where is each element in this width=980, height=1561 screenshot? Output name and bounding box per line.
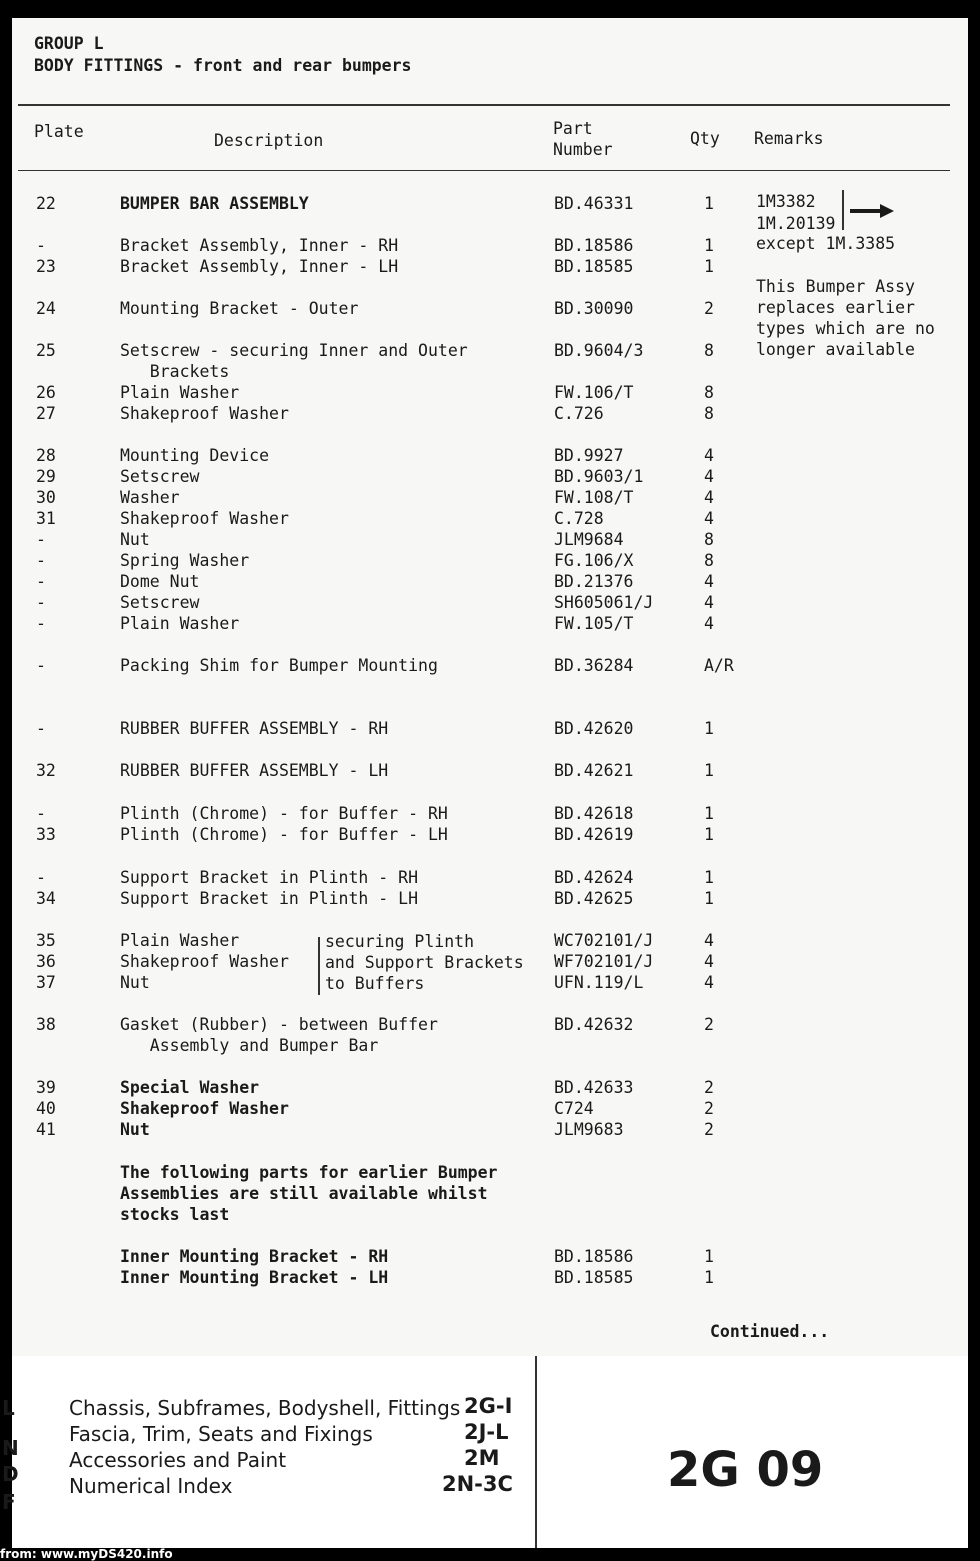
row-description: Assembly and Bumper Bar <box>120 1036 379 1055</box>
row-description: Plinth (Chrome) - for Buffer - RH <box>120 804 448 823</box>
row-description: Brackets <box>120 362 230 381</box>
row-qty: 1 <box>704 1247 714 1266</box>
row-plate: 34 <box>36 889 56 908</box>
row-qty: 2 <box>704 1099 714 1118</box>
row-description: RUBBER BUFFER ASSEMBLY - LH <box>120 761 389 780</box>
row-part-number: FW.105/T <box>554 614 634 633</box>
remark-serial-1: 1M3382 <box>756 192 816 211</box>
row-qty: 4 <box>704 467 714 486</box>
index-code-1: 2G-I <box>464 1394 513 1418</box>
row-description: Shakeproof Washer <box>120 1099 289 1118</box>
remark-note-1: This Bumper Assy <box>756 277 915 296</box>
row-plate: 32 <box>36 761 56 780</box>
brace-line <box>318 937 320 995</box>
row-part-number: C.726 <box>554 404 604 423</box>
row-qty: 2 <box>704 1015 714 1034</box>
col-part-line2: Number <box>553 140 613 159</box>
row-qty: 1 <box>704 868 714 887</box>
row-plate: - <box>36 719 46 738</box>
page-title: BODY FITTINGS - front and rear bumpers <box>34 56 412 75</box>
col-remarks: Remarks <box>754 129 824 148</box>
row-part-number: C724 <box>554 1099 594 1118</box>
row-description: Assemblies are still available whilst <box>120 1184 488 1203</box>
row-part-number: BD.18585 <box>554 257 634 276</box>
row-part-number: FG.106/X <box>554 551 634 570</box>
row-part-number: BD.9604/3 <box>554 341 644 360</box>
row-description: Inner Mounting Bracket - LH <box>120 1268 389 1287</box>
index-label-3: Accessories and Paint <box>69 1448 287 1472</box>
row-description: Gasket (Rubber) - between Buffer <box>120 1015 438 1034</box>
row-description: Setscrew <box>120 467 200 486</box>
row-plate: 23 <box>36 257 56 276</box>
footer-divider <box>535 1356 537 1548</box>
row-description: BUMPER BAR ASSEMBLY <box>120 194 309 213</box>
brace-note-line-2: and Support Brackets <box>325 953 524 972</box>
row-description: Setscrew - securing Inner and Outer <box>120 341 468 360</box>
row-qty: 8 <box>704 530 714 549</box>
row-description: Plain Washer <box>120 931 240 950</box>
row-description: Inner Mounting Bracket - RH <box>120 1247 389 1266</box>
row-part-number: BD.18586 <box>554 236 634 255</box>
row-part-number: BD.30090 <box>554 299 634 318</box>
row-part-number: BD.42621 <box>554 761 634 780</box>
col-plate: Plate <box>34 122 84 141</box>
row-part-number: BD.42618 <box>554 804 634 823</box>
row-description: Shakeproof Washer <box>120 404 289 423</box>
index-code-4: 2N-3C <box>442 1472 513 1496</box>
row-qty: 4 <box>704 593 714 612</box>
row-description: Washer <box>120 488 180 507</box>
row-part-number: BD.18586 <box>554 1247 634 1266</box>
row-plate: - <box>36 551 46 570</box>
group-label: GROUP L <box>34 34 104 53</box>
col-qty: Qty <box>690 129 720 148</box>
row-plate: 26 <box>36 383 56 402</box>
row-description: Plain Washer <box>120 614 240 633</box>
footer-index <box>2 1356 968 1548</box>
row-description: Dome Nut <box>120 572 200 591</box>
row-description: Nut <box>120 530 150 549</box>
row-description: The following parts for earlier Bumper <box>120 1163 498 1182</box>
row-plate: 41 <box>36 1120 56 1139</box>
source-credit: from: www.myDS420.info <box>0 1547 173 1561</box>
row-qty: 4 <box>704 572 714 591</box>
row-description: Nut <box>120 1120 150 1139</box>
row-qty: 8 <box>704 341 714 360</box>
row-description: Support Bracket in Plinth - RH <box>120 868 419 887</box>
row-part-number: FW.106/T <box>554 383 634 402</box>
row-part-number: BD.42633 <box>554 1078 634 1097</box>
row-description: Nut <box>120 973 150 992</box>
row-qty: 1 <box>704 825 714 844</box>
row-plate: - <box>36 656 46 675</box>
row-description: Bracket Assembly, Inner - RH <box>120 236 399 255</box>
remark-serial-2: 1M.20139 <box>756 214 836 233</box>
row-part-number: JLM9683 <box>554 1120 624 1139</box>
row-plate: - <box>36 593 46 612</box>
row-qty: 8 <box>704 404 714 423</box>
row-qty: 2 <box>704 1120 714 1139</box>
row-part-number: BD.46331 <box>554 194 634 213</box>
row-description: Shakeproof Washer <box>120 952 289 971</box>
row-qty: 4 <box>704 446 714 465</box>
row-part-number: C.728 <box>554 509 604 528</box>
row-plate: - <box>36 804 46 823</box>
row-part-number: BD.21376 <box>554 572 634 591</box>
row-part-number: UFN.119/L <box>554 973 644 992</box>
row-plate: - <box>36 530 46 549</box>
remark-bracket <box>842 190 844 230</box>
row-qty: 4 <box>704 952 714 971</box>
col-part-line1: Part <box>553 119 593 138</box>
remark-note-2: replaces earlier <box>756 298 915 317</box>
row-qty: 1 <box>704 719 714 738</box>
row-part-number: BD.42624 <box>554 868 634 887</box>
column-divider <box>18 170 950 171</box>
row-plate: 36 <box>36 952 56 971</box>
row-qty: 1 <box>704 194 714 213</box>
row-qty: 4 <box>704 973 714 992</box>
side-letter-4: F <box>2 1490 16 1514</box>
row-plate: - <box>36 614 46 633</box>
row-plate: 39 <box>36 1078 56 1097</box>
side-letter-3: D <box>2 1462 19 1486</box>
parts-list-page <box>2 18 968 1548</box>
row-description: Support Bracket in Plinth - LH <box>120 889 419 908</box>
row-part-number: BD.42619 <box>554 825 634 844</box>
remark-note-3: types which are no <box>756 319 935 338</box>
row-part-number: SH605061/J <box>554 593 654 612</box>
row-plate: 25 <box>36 341 56 360</box>
remark-note-4: longer available <box>756 340 915 359</box>
row-qty: 1 <box>704 236 714 255</box>
row-qty: 4 <box>704 931 714 950</box>
row-qty: 8 <box>704 551 714 570</box>
row-part-number: BD.9927 <box>554 446 624 465</box>
row-description: stocks last <box>120 1205 230 1224</box>
row-plate: - <box>36 868 46 887</box>
index-label-2: Fascia, Trim, Seats and Fixings <box>69 1422 373 1446</box>
index-label-4: Numerical Index <box>69 1474 233 1498</box>
brace-note-line-3: to Buffers <box>325 974 425 993</box>
side-letter-1: L <box>2 1396 15 1420</box>
row-qty: 4 <box>704 614 714 633</box>
row-plate: 38 <box>36 1015 56 1034</box>
remark-except: except 1M.3385 <box>756 234 896 253</box>
row-description: Plinth (Chrome) - for Buffer - LH <box>120 825 448 844</box>
row-qty: 8 <box>704 383 714 402</box>
row-part-number: BD.42632 <box>554 1015 634 1034</box>
row-part-number: WF702101/J <box>554 952 654 971</box>
row-qty: 1 <box>704 889 714 908</box>
row-description: Mounting Device <box>120 446 270 465</box>
row-part-number: BD.18585 <box>554 1268 634 1287</box>
row-plate: - <box>36 572 46 591</box>
row-plate: 22 <box>36 194 56 213</box>
row-plate: 24 <box>36 299 56 318</box>
row-plate: 28 <box>36 446 56 465</box>
continued-label: Continued... <box>710 1322 830 1341</box>
row-description: Bracket Assembly, Inner - LH <box>120 257 399 276</box>
row-qty: 2 <box>704 299 714 318</box>
row-description: Shakeproof Washer <box>120 509 289 528</box>
row-plate: 27 <box>36 404 56 423</box>
row-qty: 1 <box>704 804 714 823</box>
row-part-number: BD.36284 <box>554 656 634 675</box>
side-letter-2: N <box>2 1436 19 1460</box>
row-description: Setscrew <box>120 593 200 612</box>
index-code-3: 2M <box>464 1446 500 1470</box>
row-plate: 31 <box>36 509 56 528</box>
row-description: Packing Shim for Bumper Mounting <box>120 656 438 675</box>
row-plate: 37 <box>36 973 56 992</box>
row-plate: 35 <box>36 931 56 950</box>
row-qty: 4 <box>704 509 714 528</box>
brace-note-line-1: securing Plinth <box>325 932 475 951</box>
row-description: Special Washer <box>120 1078 260 1097</box>
row-description: RUBBER BUFFER ASSEMBLY - RH <box>120 719 389 738</box>
arrow-right-icon <box>850 202 894 220</box>
row-qty: 2 <box>704 1078 714 1097</box>
row-part-number: WC702101/J <box>554 931 654 950</box>
row-description: Mounting Bracket - Outer <box>120 299 359 318</box>
row-qty: 1 <box>704 257 714 276</box>
row-part-number: JLM9684 <box>554 530 624 549</box>
row-qty: 4 <box>704 488 714 507</box>
row-description: Spring Washer <box>120 551 250 570</box>
row-qty: A/R <box>704 656 734 675</box>
row-plate: 40 <box>36 1099 56 1118</box>
row-plate: 30 <box>36 488 56 507</box>
row-part-number: FW.108/T <box>554 488 634 507</box>
row-part-number: BD.42625 <box>554 889 634 908</box>
index-code-2: 2J-L <box>464 1420 509 1444</box>
header-divider <box>18 104 950 106</box>
page-code: 2G 09 <box>667 1442 824 1498</box>
index-label-1: Chassis, Subframes, Bodyshell, Fittings <box>69 1396 461 1420</box>
row-description: Plain Washer <box>120 383 240 402</box>
col-description: Description <box>214 131 324 150</box>
row-plate: - <box>36 236 46 255</box>
row-part-number: BD.9603/1 <box>554 467 644 486</box>
row-qty: 1 <box>704 761 714 780</box>
row-plate: 33 <box>36 825 56 844</box>
row-qty: 1 <box>704 1268 714 1287</box>
row-plate: 29 <box>36 467 56 486</box>
row-part-number: BD.42620 <box>554 719 634 738</box>
